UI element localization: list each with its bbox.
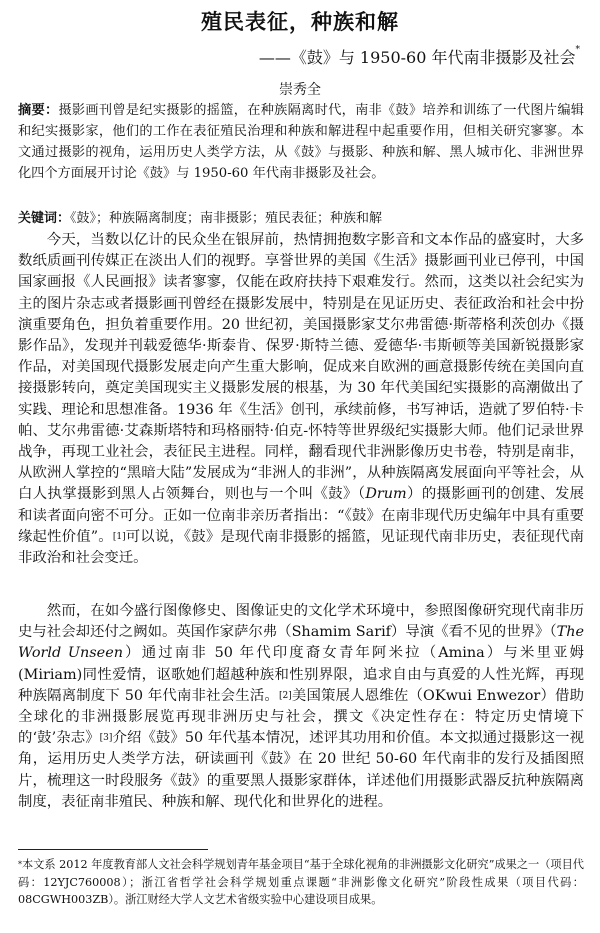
abstract-label: 摘要： — [18, 103, 59, 118]
paragraph-2-text-d: 介绍《鼓》50 年代基本情况，述评其功用和价值。本文拟通过摄影这一视角，运用历史人类学方法，研读画刊《鼓》在 20 世纪 50-60 年代南非的发行及插图照片，梳理这一时段服务《鼓》的重要黑人摄影家群体，详述他们用摄影武器反抗种族隔离制度，表征南非殖民、种族和解、现代化和世界化的进程。 — [18, 730, 584, 810]
article-title: 殖民表征，种族和解 — [201, 10, 399, 34]
citation-2: [2] — [278, 690, 292, 701]
body-paragraph-2 — [18, 601, 584, 813]
footnote — [18, 856, 584, 909]
drum-english-title: Drum — [365, 486, 407, 503]
abstract — [18, 100, 584, 184]
film-english-title: The World Unseen — [18, 624, 584, 662]
subtitle-text: ——《鼓》与 1950-60 年代南非摄影及社会 — [258, 48, 576, 67]
citation-1: [1] — [112, 531, 126, 542]
paragraph-1-text-a: 今天，当数以亿计的民众坐在银屏前，热情拥抱数字影音和文本作品的盛宴时，大多数纸质画刊传媒正在淡出人们的视野。享誉世界的美国《生活》摄影画刊业已停刊，中国国家画报《人民画报》读者寥寥，仅能在政府扶持下艰难发行。然而，这类以社会纪实为主的图片杂志或者摄影画刊曾经在摄影发展中，特别是在见证历史、表征政治和社会中扮演重要角色，担负着重要作用。20 世纪初，美国摄影家艾尔弗雷德·斯蒂格利茨创办《摄影作品》，发现并刊载爱德华·斯泰肯、保罗·斯特兰德、爱德华·韦斯顿等美国新锐摄影家作品，对美国现代摄影发展走向产生重大影响，促成来自欧洲的画意摄影传统在美国向直接摄影转向，奠定美国现实主义摄影发展的根基，为 30 年代美国纪实摄影的高潮做出了实践、理论和思想准备。1936 年《生活》创刊，承续前修，书写神话，造就了罗伯特·卡帕、艾尔弗雷德·艾森斯塔特和玛格丽特·伯克-怀特等世界级纪实摄影大师。他们记录世界战争，再现工业社会，表征民主进程。同样，翻看现代非洲影像历史书卷，特别是南非，从欧洲人掌控的“黑暗大陆”发展成为“非洲人的非洲”，从种族隔离发展面向平等社会，从白人执掌摄影到黑人占领舞台，则也与一个叫《鼓》（ — [18, 232, 584, 503]
footnote-text: 本文系 2012 年度教育部人文社会科学规划青年基金项目“基于全球化视角的非洲摄影文化研究”成果之一（项目代码：12YJC760008）；浙江省哲学社会科学规划重点课题“非洲影像文化研究”阶段性成果（项目代码：08CGWH003ZB）。浙江财经大学人文艺术省级实验中心建设项目成果。 — [18, 858, 584, 906]
article-subtitle — [259, 45, 580, 68]
paragraph-2-text-a: 然而，在如今盛行图像修史、图像证史的文化学术环境中，参照图像研究现代南非历史与社会却还付之阙如。英国作家萨尔弗（Shamim Sarif）导演《看不见的世界》（ — [18, 603, 584, 641]
paragraph-1-text-b: ）的摄影画刊的创建、发展和读者面向密不可分。正如一位南非亲历者指出：“《鼓》在南非现代历史编年中具有重要缘起性价值”。 — [18, 486, 584, 545]
paragraph-1-text-c: 可以说，《鼓》是现代南非摄影的摇篮，见证现代南非历史，表征现代南非政治和社会变迁。 — [18, 528, 584, 567]
body-paragraph-1 — [18, 230, 584, 569]
footnote-divider — [18, 849, 208, 850]
paragraph-2-text-b: ）通过南非 50 年代印度裔女青年阿米拉（Amina）与米里亚姆(Miriam)同性爱情，讴歌她们超越种族和性别界限，追求自由与真爱的人性光辉，再现种族隔离制度下 50 年代南非社会生活。 — [18, 645, 585, 704]
paragraph-2-text-c: 美国策展人恩维佐（OKwui Enwezor）借助全球化的非洲摄影展览再现非洲历史与社会，撰文《决定性存在：特定历史情境下的‘鼓’杂志》 — [18, 687, 585, 747]
keywords-text: 《鼓》；种族隔离制度；南非摄影；殖民表征；种族和解 — [70, 211, 383, 226]
keywords — [18, 208, 584, 229]
author-name: 崇秀全 — [279, 82, 321, 98]
keywords-label: 关键词： — [18, 211, 71, 226]
footnote-mark: * — [18, 860, 22, 869]
subtitle-footnote-mark: * — [575, 45, 580, 55]
abstract-text: 摄影画刊曾是纪实摄影的摇篮，在种族隔离时代，南非《鼓》培养和训练了一代图片编辑和纪实摄影家，他们的工作在表征殖民治理和种族和解进程中起重要作用，但相关研究寥寥。本文通过摄影的视角，运用历史人类学方法，从《鼓》与摄影、种族和解、黑人城市化、非洲世界化四个方面展开讨论《鼓》与 1950-60 年代南非摄影及社会。 — [18, 103, 584, 181]
citation-3: [3] — [99, 733, 113, 744]
